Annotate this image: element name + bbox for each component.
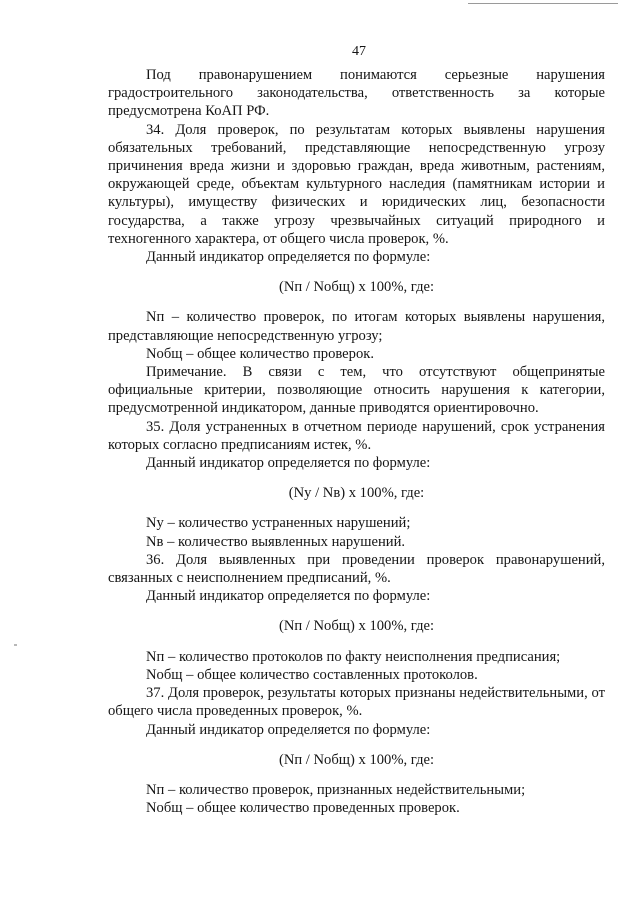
scan-mark (14, 644, 17, 646)
paragraph-indicator-37: 37. Доля проверок, результаты которых признаны недействительными, от общего числа проведенных проверок, %. (108, 685, 605, 720)
formula-intro-35: Данный индикатор определяется по формуле: (146, 455, 431, 472)
note-34: Примечание. В связи с тем, что отсутствуют общепринятые официальные критерии, позволяющие относить нарушения к категории, предусмотренной индикатором, данные приводятся ориентировочно. (108, 364, 605, 417)
definition-np-37: Nп – количество проверок, признанных недействительными; (146, 781, 526, 798)
page-number: 47 (352, 44, 366, 59)
formula-intro-34: Данный индикатор определяется по формуле: (146, 249, 431, 266)
formula-36: (Nп / Nобщ) х 100%, где: (278, 618, 435, 635)
formula-35: (Nу / Nв) х 100%, где: (288, 485, 425, 502)
definition-nv-35: Nв – количество выявленных нарушений. (146, 533, 406, 550)
paragraph-indicator-34: 34. Доля проверок, по результатам которых выявлены нарушения обязательных требований, представляющие непосредственную угрозу причинения вреда жизни и здоровью граждан, вреда животным, растениям, окружающей среде, объектам культурного наследия (памятникам истории и культуры), имуществу физических и юридических лиц, безопасности государства, а также угрозу чрезвычайных ситуаций природного и техногенного характера, от общего числа проверок, %. (108, 121, 605, 247)
definition-nobsh-34: Nобщ – общее количество проверок. (146, 345, 374, 362)
definition-nobsh-36: Nобщ – общее количество составленных протоколов. (146, 666, 478, 683)
definition-ny-35: Nу – количество устраненных нарушений; (146, 515, 411, 532)
document-body (108, 66, 605, 817)
formula-37: (Nп / Nобщ) х 100%, где: (278, 751, 435, 768)
formula-34: (Nп / Nобщ) х 100%, где: (278, 279, 435, 296)
paragraph-offense-definition: Под правонарушением понимаются серьезные нарушения градостроительного законодательства, ответственность за которые предусмотрена КоАП РФ. (108, 67, 605, 120)
definition-nobsh-37: Nобщ – общее количество проведенных проверок. (146, 800, 460, 817)
paragraph-indicator-35: 35. Доля устраненных в отчетном периоде нарушений, срок устранения которых согласно предписаниям истек, %. (108, 418, 605, 453)
definition-np-34: Nп – количество проверок, по итогам которых выявлены нарушения, представляющие непосредственную угрозу; (108, 309, 605, 344)
top-rule (468, 3, 618, 4)
definition-np-36: Nп – количество протоколов по факту неисполнения предписания; (146, 648, 561, 665)
formula-intro-36: Данный индикатор определяется по формуле: (146, 588, 431, 605)
formula-intro-37: Данный индикатор определяется по формуле: (146, 721, 431, 738)
paragraph-indicator-36: 36. Доля выявленных при проведении проверок правонарушений, связанных с неисполнением предписаний, %. (108, 551, 605, 587)
